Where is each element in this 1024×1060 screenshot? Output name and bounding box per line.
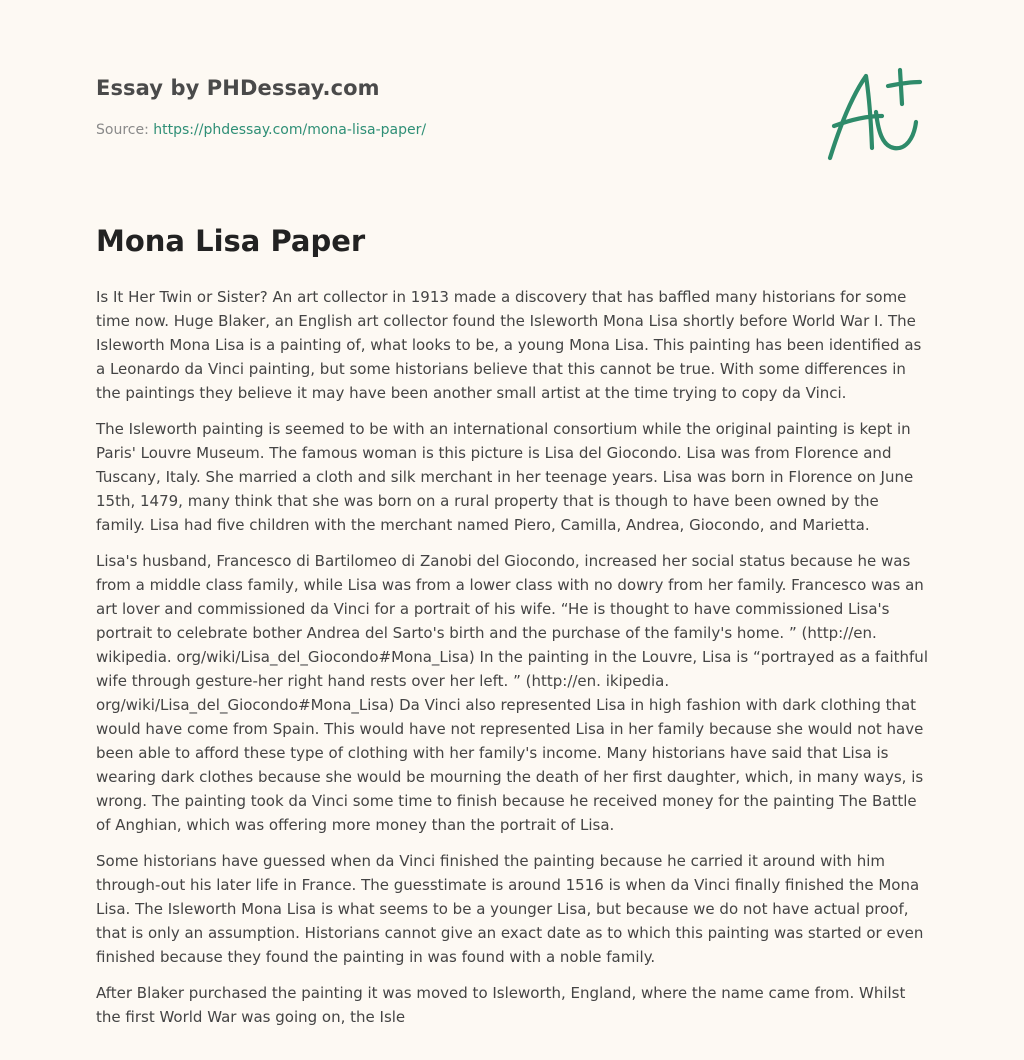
- essay-paragraph: Is It Her Twin or Sister? An art collector in 1913 made a discovery that has baffled many historians for some time now. Huge Blaker, an English art collector found the Isleworth Mona Lisa shortly before World War I. The Isleworth Mona Lisa is a painting of, what looks to be, a young Mona Lisa. This painting has been identified as a Leonardo da Vinci painting, but some historians believe that this cannot be true. With some differences in the paintings they believe it may have been another small artist at the time trying to copy da Vinci.: [96, 288, 922, 402]
- essay-paragraph: After Blaker purchased the painting it was moved to Isleworth, England, where the name came from. Whilst the first World War was going on, the Isle: [96, 984, 906, 1026]
- source-line: [96, 122, 928, 138]
- essay-body: [96, 285, 930, 1041]
- essay-paragraph: Lisa's husband, Francesco di Bartilomeo di Zanobi del Giocondo, increased her social status because he was from a middle class family, while Lisa was from a lower class with no dowry from her family. Francesco was an art lover and commissioned da Vinci for a portrait of his wife. “He is thought to have commissioned Lisa's portrait to celebrate bother Andrea del Sarto's birth and the purchase of the family's home. ” (http://en. wikipedia. org/wiki/Lisa_del_Giocondo#Mona_Lisa) In the painting in the Louvre, Lisa is “portrayed as a faithful wife through gesture-her right hand rests over her left. ” (http://en. ikipedia. org/wiki/Lisa_del_Giocondo#Mona_Lisa) Da Vinci also represented Lisa in high fashion with dark clothing that would have come from Spain. This would have not represented Lisa in her family because she would not have been able to afford these type of clothing with her family's income. Many historians have said that Lisa is wearing dark clothes because she would be mourning the death of her first daughter, which, in many ways, is wrong. The painting took da Vinci some time to finish because he received money for the painting The Battle of Anghian, which was offering more money than the portrait of Lisa.: [96, 552, 928, 834]
- source-link[interactable]: https://phdessay.com/mona-lisa-paper/: [153, 122, 427, 138]
- source-label: Source:: [96, 122, 154, 138]
- essay-paragraph: The Isleworth painting is seemed to be with an international consortium while the original painting is kept in Paris' Louvre Museum. The famous woman is this picture is Lisa del Giocondo. Lisa was from Florence and Tuscany, Italy. She married a cloth and silk merchant in her teenage years. Lisa was born in Florence on June 15th, 1479, many think that she was born on a rural property that is though to have been owned by the family. Lisa had five children with the merchant named Piero, Camilla, Andrea, Giocondo, and Marietta.: [96, 420, 914, 534]
- a-plus-grade-icon: [822, 66, 928, 166]
- site-header: [96, 76, 928, 138]
- essay-paragraph: Some historians have guessed when da Vinci finished the painting because he carried it around with him through-out his later life in France. The guesstimate is around 1516 is when da Vinci finally finished the Mona Lisa. The Isleworth Mona Lisa is what seems to be a younger Lisa, but because we do not have actual proof, that is only an assumption. Historians cannot give an exact date as to which this painting was started or even finished because they found the painting in was found with a noble family.: [96, 852, 924, 966]
- site-brand: Essay by PHDessay.com: [96, 76, 380, 100]
- essay-title: Mona Lisa Paper: [96, 224, 366, 258]
